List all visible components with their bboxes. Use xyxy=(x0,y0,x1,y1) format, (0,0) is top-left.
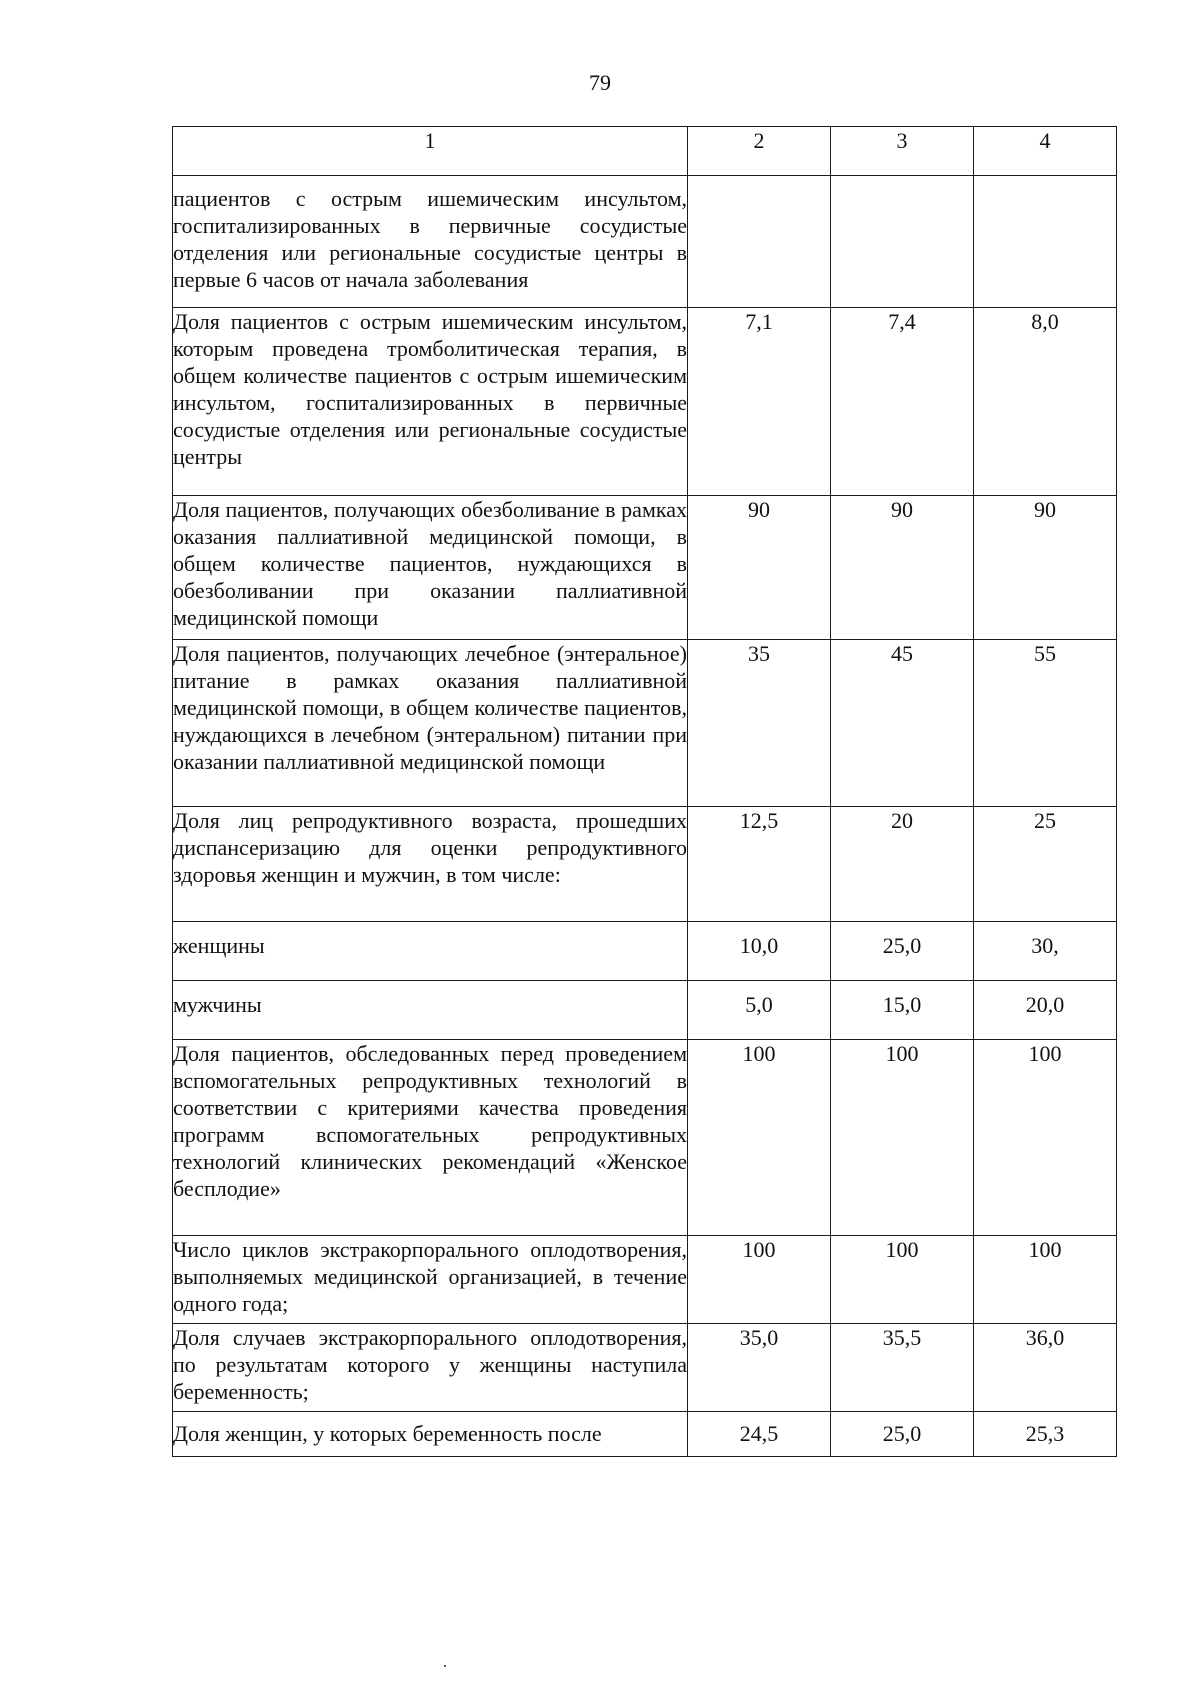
table-row xyxy=(173,807,1117,922)
table-row xyxy=(173,1040,1117,1236)
value-cell: 15,0 xyxy=(831,981,974,1040)
value-cell: 25,0 xyxy=(831,922,974,981)
value-cell: 25 xyxy=(974,807,1117,922)
value-cell: 35 xyxy=(688,640,831,807)
table-row xyxy=(173,176,1117,308)
indicators-table xyxy=(172,126,1117,1457)
column-header: 4 xyxy=(974,127,1117,176)
indicator-label: мужчины xyxy=(173,981,688,1040)
value-cell: 100 xyxy=(974,1236,1117,1324)
value-cell: 55 xyxy=(974,640,1117,807)
indicator-label: Доля лиц репродуктивного возраста, прошедших диспансеризацию для оценки репродуктивного здоровья женщин и мужчин, в том числе: xyxy=(173,807,688,922)
table-row xyxy=(173,981,1117,1040)
value-cell: 7,1 xyxy=(688,308,831,496)
table-row xyxy=(173,640,1117,807)
value-cell xyxy=(831,176,974,308)
indicator-label: Доля женщин, у которых беременность после xyxy=(173,1412,688,1457)
table-row xyxy=(173,1324,1117,1412)
indicator-label: пациентов с острым ишемическим инсультом, госпитализированных в первичные сосудистые отделения или региональные сосудистые центры в первые 6 часов от начала заболевания xyxy=(173,176,688,308)
table-row xyxy=(173,922,1117,981)
value-cell xyxy=(974,176,1117,308)
column-header: 2 xyxy=(688,127,831,176)
value-cell: 35,0 xyxy=(688,1324,831,1412)
table-row xyxy=(173,496,1117,640)
value-cell: 100 xyxy=(831,1236,974,1324)
value-cell: 36,0 xyxy=(974,1324,1117,1412)
value-cell: 12,5 xyxy=(688,807,831,922)
value-cell: 24,5 xyxy=(688,1412,831,1457)
value-cell: 90 xyxy=(688,496,831,640)
value-cell: 100 xyxy=(688,1040,831,1236)
indicator-label: Доля пациентов с острым ишемическим инсультом, которым проведена тромболитическая терапия, в общем количестве пациентов с острым ишемическим инсультом, госпитализированных в первичные сосудистые отделения или региональные сосудистые центры xyxy=(173,308,688,496)
value-cell: 100 xyxy=(688,1236,831,1324)
column-header: 3 xyxy=(831,127,974,176)
table-row xyxy=(173,308,1117,496)
table-header-row xyxy=(173,127,1117,176)
value-cell: 20 xyxy=(831,807,974,922)
value-cell: 20,0 xyxy=(974,981,1117,1040)
value-cell: 25,3 xyxy=(974,1412,1117,1457)
table-row xyxy=(173,1412,1117,1457)
indicator-label: Доля случаев экстракорпорального оплодотворения, по результатам которого у женщины наступила беременность; xyxy=(173,1324,688,1412)
scan-artifact xyxy=(444,1665,446,1667)
value-cell: 7,4 xyxy=(831,308,974,496)
value-cell: 10,0 xyxy=(688,922,831,981)
table-row xyxy=(173,1236,1117,1324)
value-cell: 100 xyxy=(974,1040,1117,1236)
value-cell: 90 xyxy=(831,496,974,640)
value-cell xyxy=(688,176,831,308)
value-cell: 25,0 xyxy=(831,1412,974,1457)
indicator-label: Доля пациентов, обследованных перед проведением вспомогательных репродуктивных технологий в соответствии с критериями качества проведения программ вспомогательных репродуктивных технологий клинических рекомендаций «Женское бесплодие» xyxy=(173,1040,688,1236)
value-cell: 35,5 xyxy=(831,1324,974,1412)
value-cell: 100 xyxy=(831,1040,974,1236)
indicator-label: Доля пациентов, получающих лечебное (энтеральное) питание в рамках оказания паллиативной медицинской помощи, в общем количестве пациентов, нуждающихся в лечебном (энтеральном) питании при оказании паллиативной медицинской помощи xyxy=(173,640,688,807)
value-cell: 5,0 xyxy=(688,981,831,1040)
indicator-label: женщины xyxy=(173,922,688,981)
value-cell: 45 xyxy=(831,640,974,807)
page-number: 79 xyxy=(589,70,611,95)
value-cell: 90 xyxy=(974,496,1117,640)
value-cell: 30, xyxy=(974,922,1117,981)
value-cell: 8,0 xyxy=(974,308,1117,496)
indicator-label: Доля пациентов, получающих обезболивание в рамках оказания паллиативной медицинской помощи, в общем количестве пациентов, нуждающихся в обезболивании при оказании паллиативной медицинской помощи xyxy=(173,496,688,640)
indicator-label: Число циклов экстракорпорального оплодотворения, выполняемых медицинской организацией, в течение одного года; xyxy=(173,1236,688,1324)
column-header: 1 xyxy=(173,127,688,176)
